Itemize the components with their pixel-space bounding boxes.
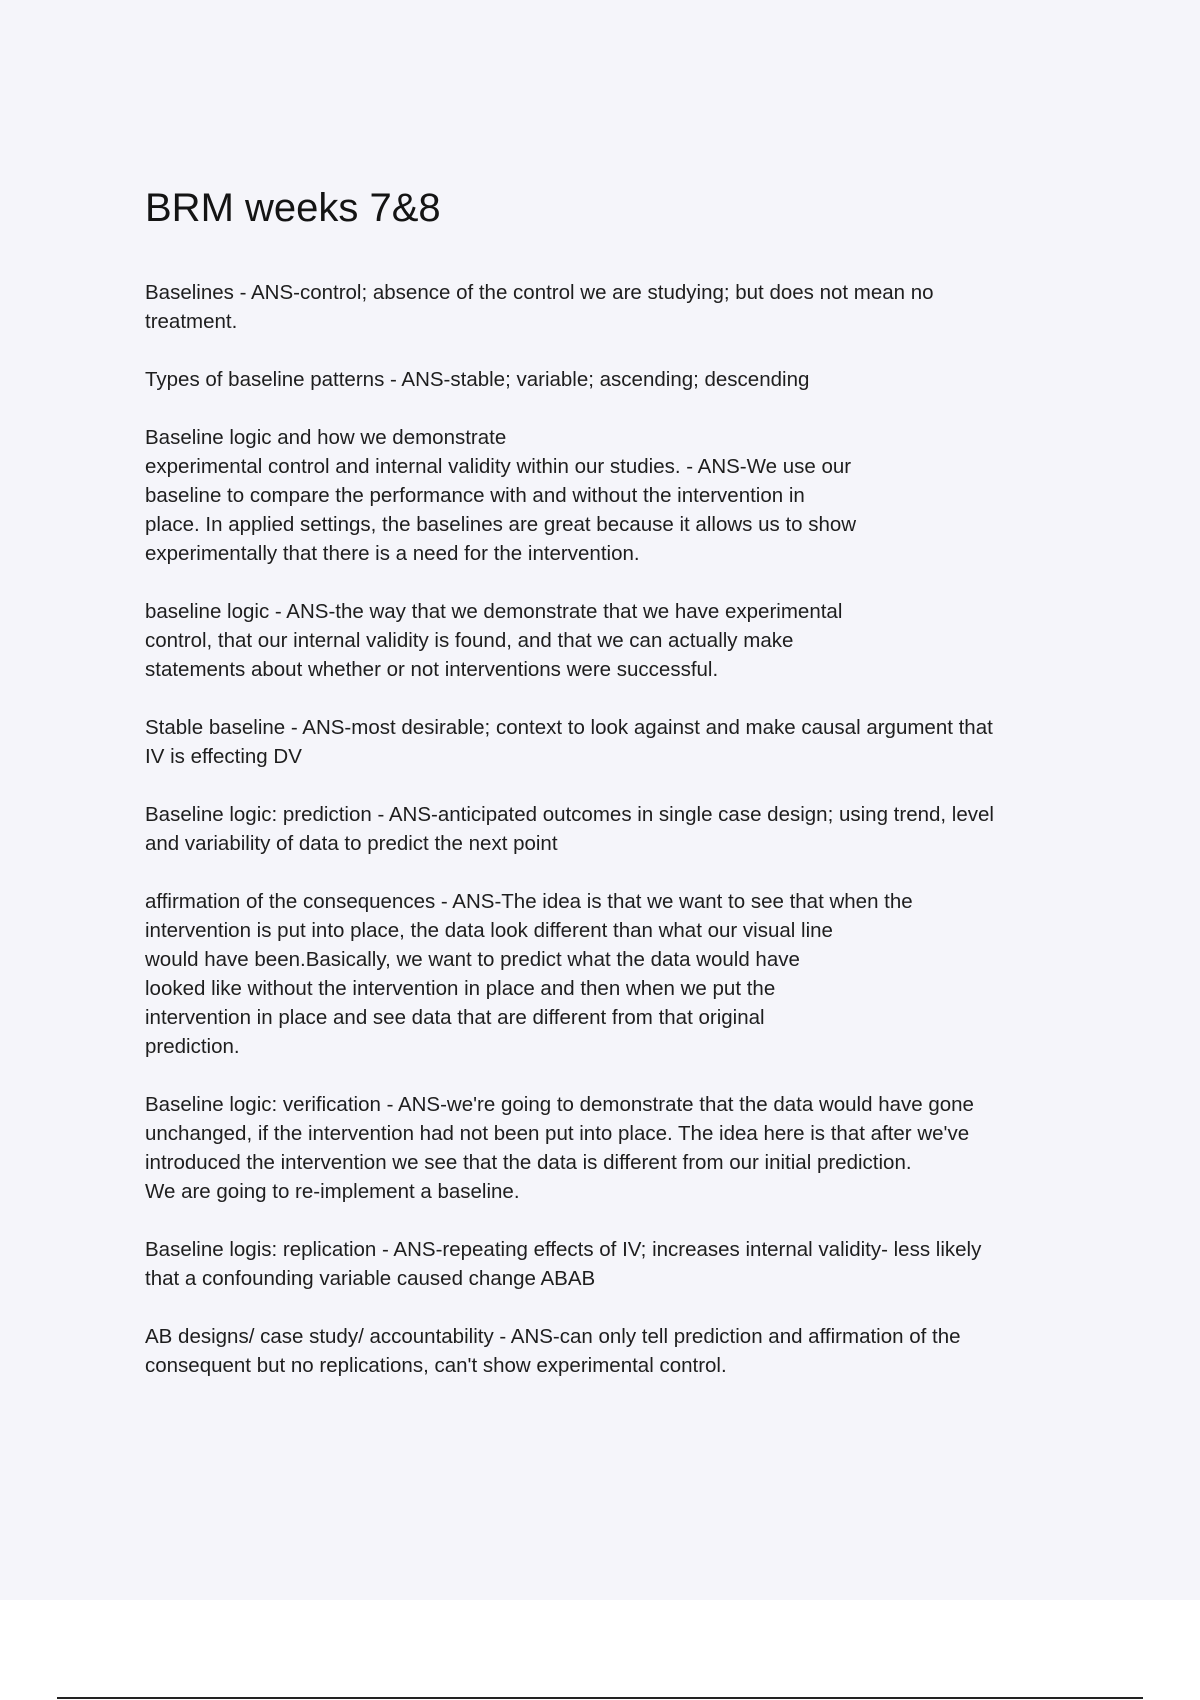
flashcard-entry-verification: Baseline logic: verification - ANS-we're going to demonstrate that the data would have gone unchanged, if the intervention had not been put into place. The idea here is that after we've introduced the intervention we see that the data is different from our initial prediction. We are going to re-implement a baseline. <box>145 1093 974 1203</box>
flashcard-entry-replication: Baseline logis: replication - ANS-repeating effects of IV; increases internal validity- less likely that a confounding variable caused change ABAB <box>145 1238 982 1290</box>
flashcard-entry-ab-designs: AB designs/ case study/ accountability - ANS-can only tell prediction and affirmation of the consequent but no replications, can't show experimental control. <box>145 1325 961 1377</box>
flashcard-entry-stable-baseline: Stable baseline - ANS-most desirable; context to look against and make causal argument that IV is effecting DV <box>145 716 993 768</box>
flashcard-entry-baseline-logic: baseline logic - ANS-the way that we demonstrate that we have experimental control, that our internal validity is found, and that we can actually make statements about whether or not interventions were successful. <box>145 600 843 681</box>
flashcard-entry-baseline-logic-demonstrate: Baseline logic and how we demonstrate experimental control and internal validity within our studies. - ANS-We use our baseline to compare the performance with and without the intervention in place. In applied settings, the baselines are great because it allows us to show experimentally that there is a need for the intervention. <box>145 426 857 565</box>
flashcard-entry-baseline-patterns: Types of baseline patterns - ANS-stable; variable; ascending; descending <box>145 368 810 391</box>
flashcard-entry-baselines: Baselines - ANS-control; absence of the control we are studying; but does not mean no treatment. <box>145 281 934 333</box>
footer-divider <box>57 1697 1143 1699</box>
flashcard-list <box>145 278 1075 1409</box>
flashcard-entry-prediction: Baseline logic: prediction - ANS-anticipated outcomes in single case design; using trend, level and variability of data to predict the next point <box>145 803 994 855</box>
document-title: BRM weeks 7&8 <box>145 186 441 230</box>
flashcard-entry-affirmation: affirmation of the consequences - ANS-The idea is that we want to see that when the intervention is put into place, the data look different than what our visual line would have been.Basically, we want to predict what the data would have looked like without the intervention in place and then when we put the intervention in place and see data that are different from that original prediction. <box>145 890 913 1058</box>
